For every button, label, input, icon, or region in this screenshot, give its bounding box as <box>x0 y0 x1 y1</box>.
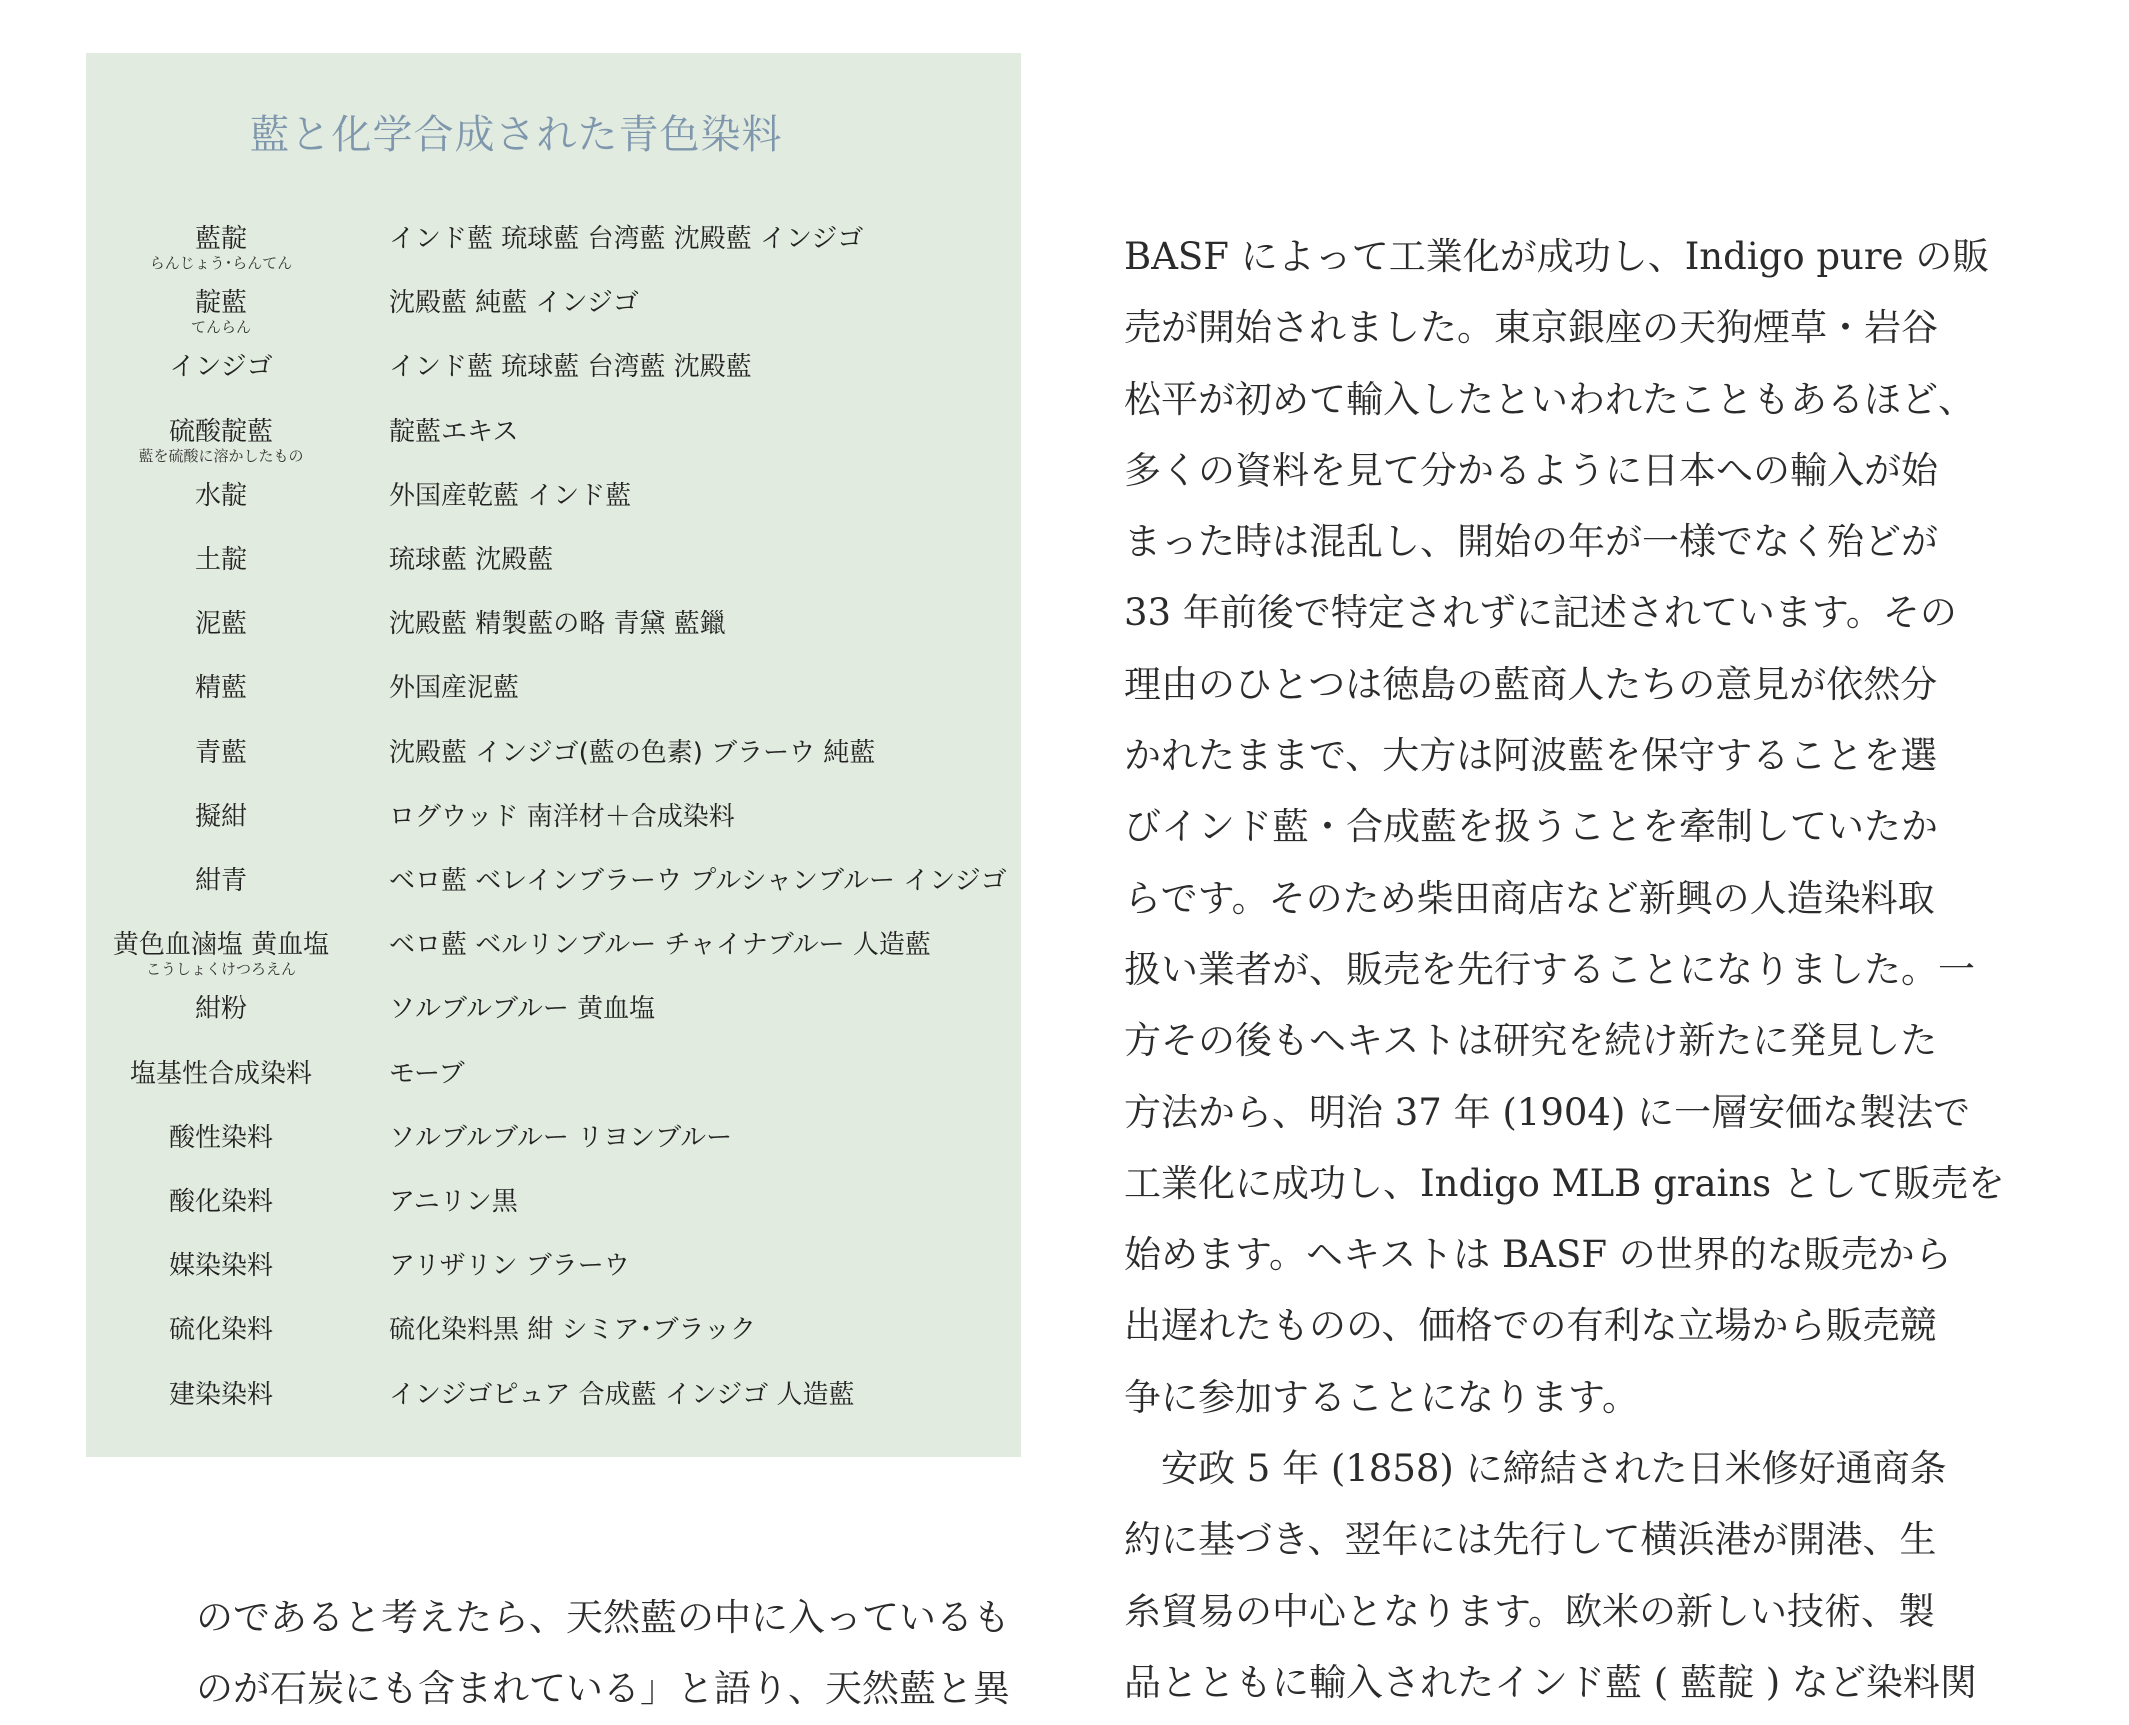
dye-term-reading: てんらん <box>190 318 251 337</box>
dye-term-label: インジゴ <box>169 352 273 383</box>
dye-term <box>86 1379 356 1411</box>
table-row <box>86 1122 1021 1186</box>
dye-term <box>86 1314 356 1346</box>
dye-synonyms: 外国産泥藍 <box>389 673 520 704</box>
dye-term <box>86 480 356 512</box>
dye-term <box>86 608 356 640</box>
table-row <box>86 1250 1021 1314</box>
dye-term-label: 硫化染料 <box>168 1315 273 1346</box>
right-text-column <box>1124 221 2005 1718</box>
dye-term <box>86 351 356 383</box>
dye-term-label: 靛藍 <box>194 288 247 319</box>
dye-synonyms: インド藍 琉球藍 台湾藍 沈殿藍 インジゴ <box>389 224 864 254</box>
dye-term-label: 塩基性合成染料 <box>129 1058 312 1089</box>
dye-synonyms: 沈殿藍 インジゴ(藍の色素) ブラーウ 純藍 <box>389 737 876 768</box>
dye-term-label: 硫酸靛藍 <box>168 416 273 447</box>
dye-term <box>86 544 356 576</box>
text-line: 糸貿易の中心となります。欧米の新しい技術、製 <box>1124 1589 1936 1633</box>
text-line: 始めます。ヘキストは BASF の世界的な販売から <box>1124 1233 1952 1277</box>
dye-term-reading: 藍を硫酸に溶かしたもの <box>138 446 304 465</box>
dye-synonyms: 硫化染料黒 紺 シミア･ブラック <box>389 1315 757 1346</box>
text-line: 出遅れたものの、価格での有利な立場から販売競 <box>1124 1304 1937 1348</box>
table-row <box>86 1058 1021 1122</box>
left-text-column <box>196 1582 1036 1725</box>
dye-synonyms: ベロ藍 ベルリンブルー チャイナブルー 人造藍 <box>389 930 931 961</box>
text-line: 売が開始されました。東京銀座の天狗煙草・岩谷 <box>1124 306 1938 350</box>
dye-table-panel <box>86 53 1021 1457</box>
dye-term-label: 水靛 <box>194 480 247 511</box>
dye-term-reading: こうしょくけつろえん <box>145 960 296 979</box>
dye-synonyms: インジゴピュア 合成藍 インジゴ 人造藍 <box>389 1379 855 1410</box>
dye-term-label: 泥藍 <box>194 609 247 640</box>
text-line: 争に参加することになります。 <box>1124 1375 1640 1419</box>
dye-synonyms: 琉球藍 沈殿藍 <box>389 545 554 575</box>
text-line: 方その後もヘキストは研究を続け新たに発見した <box>1124 1019 1938 1063</box>
dye-synonyms: 靛藍エキス <box>389 416 519 447</box>
dye-term <box>86 1058 356 1090</box>
text-line: 多くの資料を見て分かるように日本への輸入が始 <box>1124 448 1938 492</box>
text-line: 品とともに輸入されたインド藍 ( 藍靛 ) など染料関 <box>1124 1660 1977 1704</box>
table-row <box>86 1186 1021 1250</box>
dye-term-label: 擬紺 <box>194 801 247 832</box>
dye-term <box>86 737 356 769</box>
dye-term <box>86 1250 356 1282</box>
dye-term <box>86 1186 356 1218</box>
dye-term <box>86 801 356 833</box>
table-row <box>86 672 1021 736</box>
text-line: 扱い業者が、販売を先行することになりました。一 <box>1124 947 1975 991</box>
table-row <box>86 223 1021 287</box>
dye-term <box>86 672 356 704</box>
dye-term-label: 酸化染料 <box>168 1187 273 1217</box>
table-row <box>86 1379 1021 1443</box>
table-row <box>86 480 1021 544</box>
dye-synonyms: ソルブルブルー リヨンブルー <box>389 1122 733 1153</box>
table-row <box>86 287 1021 351</box>
dye-synonyms: 沈殿藍 純藍 インジゴ <box>389 288 639 319</box>
table-row <box>86 929 1021 993</box>
text-line: 約に基づき、翌年には先行して横浜港が開港、生 <box>1124 1518 1937 1562</box>
text-line: 理由のひとつは徳島の藍商人たちの意見が依然分 <box>1124 662 1938 706</box>
text-line: 安政 5 年 (1858) に締結された日米修好通商条 <box>1161 1447 1947 1491</box>
dye-term <box>86 416 356 464</box>
text-line: びインド藍・合成藍を扱うことを牽制していたか <box>1124 805 1938 849</box>
dye-synonyms: ベロ藍 ベレインブラーウ プルシャンブルー インジゴ <box>389 866 1007 896</box>
text-line: 松平が初めて輸入したといわれたこともあるほど、 <box>1124 377 1975 421</box>
dye-term <box>86 929 356 977</box>
table-row <box>86 544 1021 608</box>
dye-term-label: 土靛 <box>194 545 247 575</box>
text-line: まった時は混乱し、開始の年が一様でなく殆どが <box>1124 520 1938 564</box>
text-line: 工業化に成功し、Indigo MLB grains として販売を <box>1124 1161 2005 1205</box>
dye-term-label: 媒染染料 <box>168 1251 273 1282</box>
dye-synonyms: ログウッド 南洋材＋合成染料 <box>389 801 735 832</box>
dye-synonyms: モーブ <box>389 1058 465 1089</box>
dye-term-label: 紺青 <box>194 866 247 896</box>
dye-term-label: 黄色血滷塩 黄血塩 <box>112 930 330 961</box>
table-row <box>86 993 1021 1057</box>
table-row <box>86 737 1021 801</box>
table-row <box>86 608 1021 672</box>
dye-synonyms: 外国産乾藍 インド藍 <box>389 480 632 511</box>
table-row <box>86 351 1021 415</box>
panel-title: 藍と化学合成された青色染料 <box>249 112 783 158</box>
text-line: のであると考えたら、天然藍の中に入っているも <box>196 1596 1010 1639</box>
text-line: 33 年前後で特定されずに記述されています。その <box>1124 591 1957 635</box>
dye-term <box>86 287 356 335</box>
dye-synonyms: アニリン黒 <box>389 1187 518 1217</box>
dye-term <box>86 993 356 1025</box>
dye-term-label: 建染染料 <box>168 1379 273 1410</box>
dye-term-label: 青藍 <box>194 737 247 768</box>
table-row <box>86 416 1021 480</box>
dye-term-label: 酸性染料 <box>168 1122 273 1153</box>
dye-term-reading: らんじょう･らんてん <box>149 254 293 272</box>
text-line: のが石炭にも含まれている」と語り、天然藍と異 <box>196 1667 1010 1711</box>
dye-term <box>86 865 356 897</box>
dye-term-label: 藍靛 <box>194 224 247 254</box>
dye-term-label: 精藍 <box>194 673 247 704</box>
dye-term <box>86 1122 356 1154</box>
text-line: 方法から、明治 37 年 (1904) に一層安価な製法で <box>1124 1090 1971 1134</box>
text-line: BASF によって工業化が成功し、Indigo pure の販 <box>1124 235 1990 278</box>
dye-synonyms: インド藍 琉球藍 台湾藍 沈殿藍 <box>389 352 752 383</box>
dye-synonyms: 沈殿藍 精製藍の略 青黛 藍鑞 <box>389 609 726 640</box>
text-line: かれたままで、大方は阿波藍を保守することを選 <box>1124 734 1938 778</box>
table-row <box>86 865 1021 929</box>
table-row <box>86 801 1021 865</box>
dye-term <box>86 223 356 271</box>
dye-term-label: 紺粉 <box>194 994 247 1025</box>
dye-synonyms: ソルブルブルー 黄血塩 <box>389 994 656 1025</box>
table-row <box>86 1314 1021 1378</box>
dye-synonyms: アリザリン ブラーウ <box>389 1251 630 1282</box>
text-line: らです。そのため柴田商店など新興の人造染料取 <box>1124 876 1935 920</box>
